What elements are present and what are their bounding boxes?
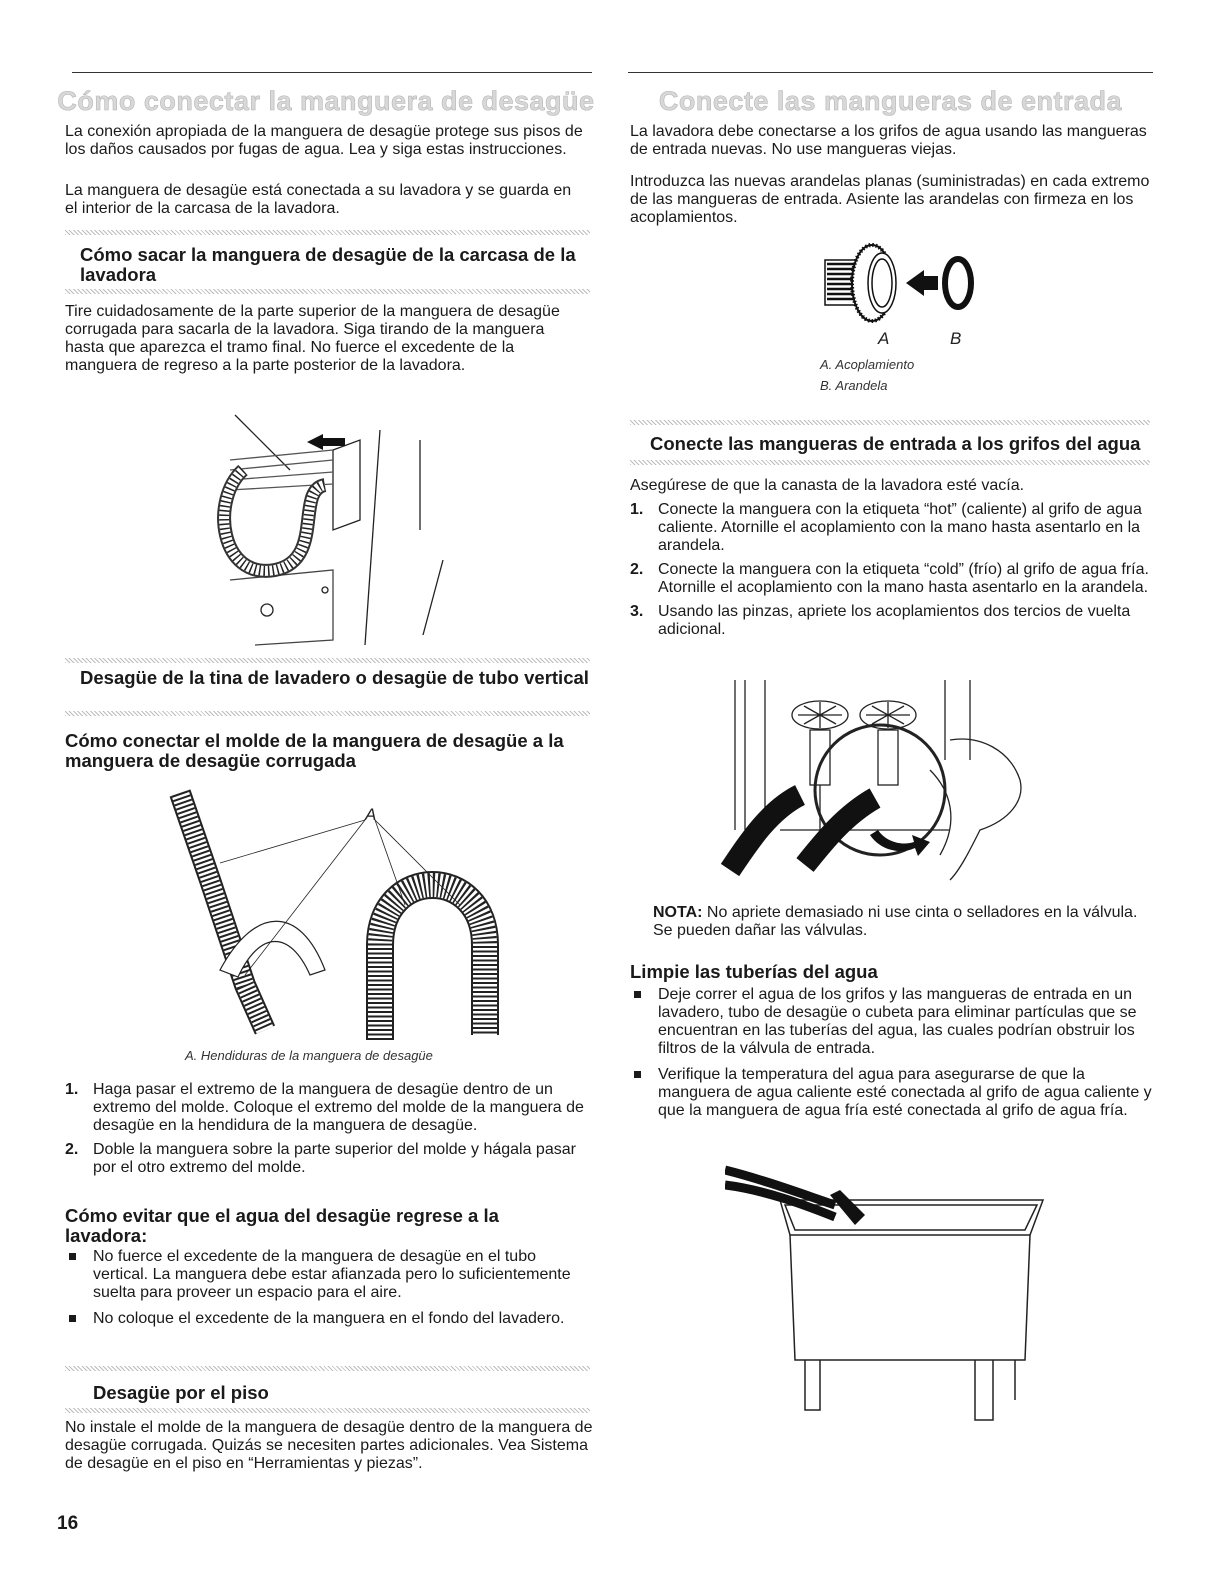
connect-form-heading: Cómo conectar el molde de la manguera de desagüe a la manguera de desagüe corrugada <box>65 730 564 771</box>
heading-band <box>630 460 1150 465</box>
note-paragraph <box>653 904 1148 940</box>
bullet-text: Deje correr el agua de los grifos y las mangueras de entrada en un lavadero, tubo de desagüe o cubeta para eliminar partículas que se encuentran en las tuberías del agua, las cuales podrían obstruir los filtros de la válvula de entrada. <box>658 986 1137 1057</box>
intro-paragraph-2: La manguera de desagüe está conectada a su lavadora y se guarda en el interior de la carcasa de la lavadora. <box>65 182 572 217</box>
remove-hose-paragraph: Tire cuidadosamente de la parte superior de la manguera de desagüe corrugada para sacarla de la lavadora. Siga tirando de la manguera hasta que aparezca el tramo final. No fuerce el excedente de la manguera de regreso a la parte posterior de la lavadora. <box>65 303 560 374</box>
note-text: No apriete demasiado ni use cinta o selladores en la válvula. Se pueden dañar las válvulas. <box>653 904 1138 939</box>
prevent-backflow-list <box>65 1248 593 1334</box>
top-rule-left <box>72 72 592 73</box>
note-label: NOTA: <box>653 904 703 921</box>
bullet-text: Verifique la temperatura del agua para asegurarse de que la manguera de agua caliente esté conectada al grifo de agua caliente y que la manguera de agua fría esté conectada al grifo de agua fría. <box>658 1066 1152 1119</box>
step-text: Doble la manguera sobre la parte superior del molde y hágala pasar por el otro extremo del molde. <box>93 1141 576 1176</box>
connect-intro-paragraph: Asegúrese de que la canasta de la lavadora esté vacía. <box>630 477 1025 494</box>
inlet-intro-paragraph-2: Introduzca las nuevas arandelas planas (suministradas) en cada extremo de las mangueras de entrada. Asiente las arandelas con firmeza en los acoplamientos. <box>630 173 1150 226</box>
prevent-backflow-heading: Cómo evitar que el agua del desagüe regrese a la lavadora: <box>65 1205 499 1246</box>
connect-faucets-heading: Conecte las mangueras de entrada a los grifos del agua <box>650 433 1141 454</box>
inlet-intro-paragraph-1: La lavadora debe conectarse a los grifos de agua usando las mangueras de entrada nuevas. No use mangueras viejas. <box>630 123 1147 158</box>
step-number: 2. <box>630 561 644 578</box>
fig-label-a: A <box>878 329 890 348</box>
section-title-inlet-hoses: Conecte las mangueras de entrada <box>658 86 1123 116</box>
heading-band <box>65 1408 590 1413</box>
step-number: 2. <box>65 1141 79 1158</box>
list-item <box>630 986 1152 1058</box>
caption-coupling: A. Acoplamiento <box>820 357 915 372</box>
drain-hose-form-illustration <box>160 785 505 1040</box>
laundry-tub-illustration <box>725 1165 1050 1425</box>
heading-band <box>65 1366 590 1371</box>
coupling-washer-illustration <box>820 238 985 348</box>
heading-band <box>65 230 590 235</box>
form-steps-list <box>65 1081 593 1183</box>
floor-drain-heading: Desagüe por el piso <box>93 1382 269 1403</box>
step-text: Conecte la manguera con la etiqueta “cold” (frío) al grifo de agua fría. Atornille el acoplamiento con la mano hasta asentarlo en la arandela. <box>658 561 1149 596</box>
connect-steps-list <box>630 501 1152 645</box>
remove-hose-heading: Cómo sacar la manguera de desagüe de la carcasa de la lavadora <box>80 244 576 285</box>
tub-standpipe-heading: Desagüe de la tina de lavadero o desagüe de tubo vertical <box>80 667 589 688</box>
flush-lines-list <box>630 986 1152 1126</box>
list-item <box>630 1066 1152 1120</box>
bullet-text: No fuerce el excedente de la manguera de desagüe en el tubo vertical. La manguera debe estar afianzada pero lo suficientemente suelta para proveer un espacio para el aire. <box>93 1248 571 1301</box>
bullet-text: No coloque el excedente de la manguera en el fondo del lavadero. <box>93 1310 565 1327</box>
faucet-connection-illustration <box>720 680 1050 895</box>
heading-band <box>65 711 590 716</box>
top-rule-right <box>628 72 1153 73</box>
heading-band <box>630 420 1150 425</box>
list-item <box>630 603 1152 639</box>
heading-band <box>65 289 590 294</box>
step-text: Usando las pinzas, apriete los acoplamientos dos tercios de vuelta adicional. <box>658 603 1131 638</box>
list-item <box>65 1248 593 1302</box>
fig-label-a: A <box>365 805 377 824</box>
step-text: Haga pasar el extremo de la manguera de desagüe dentro de un extremo del molde. Coloque el extremo del molde de la manguera de desagüe en la hendidura de la manguera de desagüe. <box>93 1081 584 1134</box>
page-number: 16 <box>57 1513 79 1534</box>
form-figure-caption: A. Hendiduras de la manguera de desagüe <box>185 1048 433 1063</box>
fig-label-b: B <box>950 329 962 348</box>
step-number: 1. <box>630 501 644 518</box>
step-number: 1. <box>65 1081 79 1098</box>
drain-hose-removal-illustration <box>215 410 455 655</box>
floor-drain-paragraph: No instale el molde de la manguera de desagüe dentro de la manguera de desagüe corrugada. Quizás se necesiten partes adicionales. Vea Sistema de desagüe en el piso en “Herramientas y piezas”. <box>65 1419 593 1472</box>
list-item <box>65 1081 593 1135</box>
section-title-drain-hose: Cómo conectar la manguera de desagüe <box>57 86 595 116</box>
list-item <box>65 1141 593 1177</box>
step-text: Conecte la manguera con la etiqueta “hot” (caliente) al grifo de agua caliente. Atornille el acoplamiento con la mano hasta asentarlo en la arandela. <box>658 501 1142 554</box>
list-item <box>630 501 1152 555</box>
list-item <box>630 561 1152 597</box>
step-number: 3. <box>630 603 644 620</box>
caption-washer: B. Arandela <box>820 378 888 393</box>
intro-paragraph-1: La conexión apropiada de la manguera de desagüe protege sus pisos de los daños causados por fugas de agua. Lea y siga estas instrucciones. <box>65 123 583 158</box>
flush-lines-heading: Limpie las tuberías del agua <box>630 961 878 982</box>
heading-band <box>65 658 590 663</box>
list-item <box>65 1310 593 1328</box>
